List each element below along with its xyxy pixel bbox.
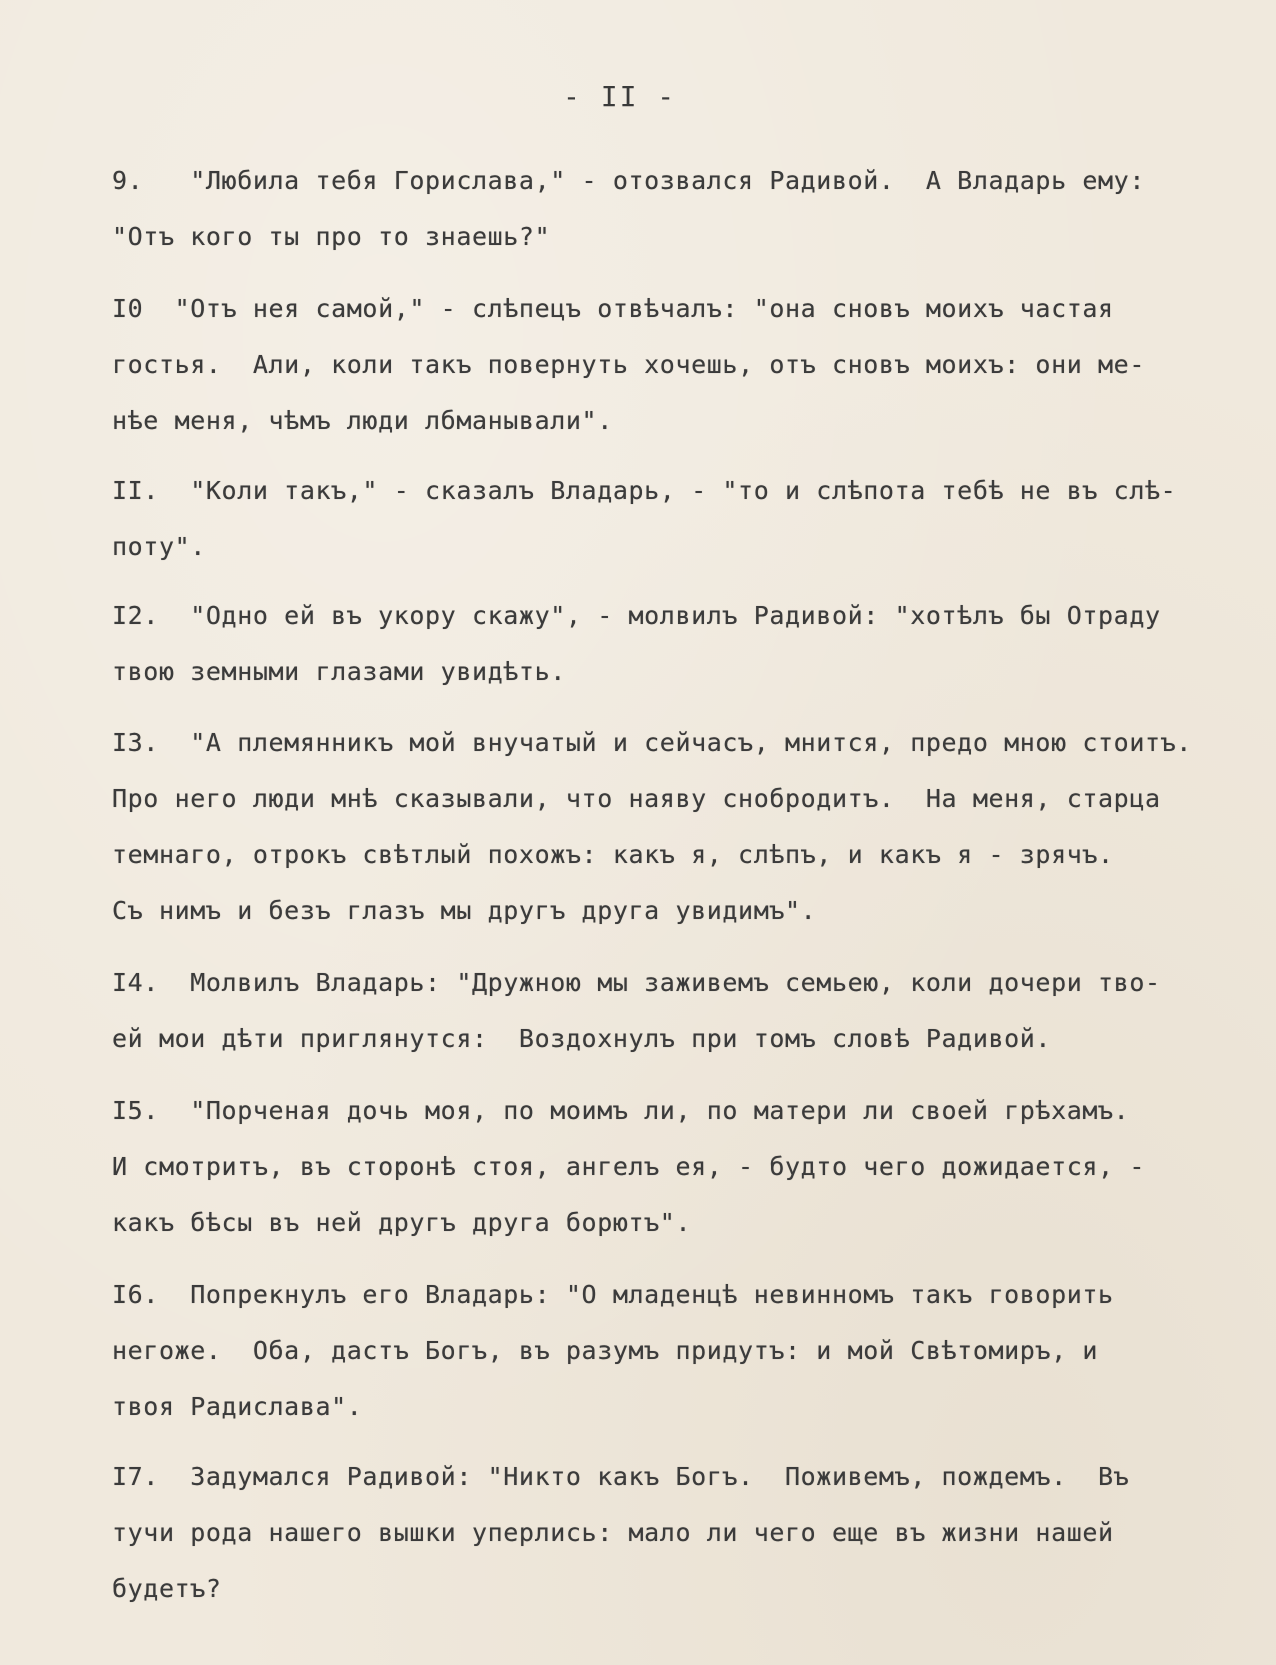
text-line: I5. "Порченая дочь моя, по моимъ ли, по матери ли своей грѣхамъ.	[112, 1096, 1130, 1125]
page-number: - II -	[563, 80, 677, 113]
text-line: гостья. Али, коли такъ повернуть хочешь, отъ сновъ моихъ: они ме-	[112, 350, 1145, 379]
text-line: II. "Коли такъ," - сказалъ Владарь, - "то и слѣпота тебѣ не въ слѣ-	[112, 476, 1177, 505]
text-line: ей мои дѣти приглянутся: Воздохнулъ при томъ словѣ Радивой.	[112, 1024, 1052, 1053]
text-line: тучи рода нашего вышки уперлись: мало ли чего еще въ жизни нашей	[112, 1518, 1114, 1547]
text-line: твою земными глазами увидѣть.	[112, 657, 566, 686]
text-line: будетъ?	[112, 1574, 222, 1603]
text-line: 9. "Любила тебя Горислава," - отозвался Радивой. А Владарь ему:	[112, 166, 1145, 195]
text-line: I3. "А племянникъ мой внучатый и сейчасъ, мнится, предо мною стоитъ.	[112, 728, 1192, 757]
text-line: поту".	[112, 532, 206, 561]
text-line: И смотритъ, въ сторонѣ стоя, ангелъ ея, - будто чего дожидается, -	[112, 1152, 1145, 1181]
text-line: нѣе меня, чѣмъ люди лбманывали".	[112, 406, 613, 435]
text-line: Съ нимъ и безъ глазъ мы другъ друга увидимъ".	[112, 896, 817, 925]
text-line: I4. Молвилъ Владарь: "Дружною мы заживемъ семьею, коли дочери тво-	[112, 968, 1161, 997]
text-line: какъ бѣсы въ ней другъ друга борютъ".	[112, 1208, 692, 1237]
text-line: темнаго, отрокъ свѣтлый похожъ: какъ я, слѣпъ, и какъ я - зрячъ.	[112, 840, 1114, 869]
text-line: негоже. Оба, дастъ Богъ, въ разумъ придутъ: и мой Свѣтомиръ, и	[112, 1336, 1099, 1365]
text-line: I0 "Отъ нея самой," - слѣпецъ отвѣчалъ: "она сновъ моихъ частая	[112, 294, 1114, 323]
text-line: твоя Радислава".	[112, 1392, 363, 1421]
text-line: I6. Попрекнулъ его Владарь: "О младенцѣ невинномъ такъ говорить	[112, 1280, 1114, 1309]
text-line: I7. Задумался Радивой: "Никто какъ Богъ. Поживемъ, пождемъ. Въ	[112, 1462, 1130, 1491]
text-line: Про него люди мнѣ сказывали, что наяву снобродитъ. На меня, старца	[112, 784, 1161, 813]
text-line: "Отъ кого ты про то знаешь?"	[112, 222, 551, 251]
text-line: I2. "Одно ей въ укору скажу", - молвилъ Радивой: "хотѣлъ бы Отраду	[112, 601, 1161, 630]
